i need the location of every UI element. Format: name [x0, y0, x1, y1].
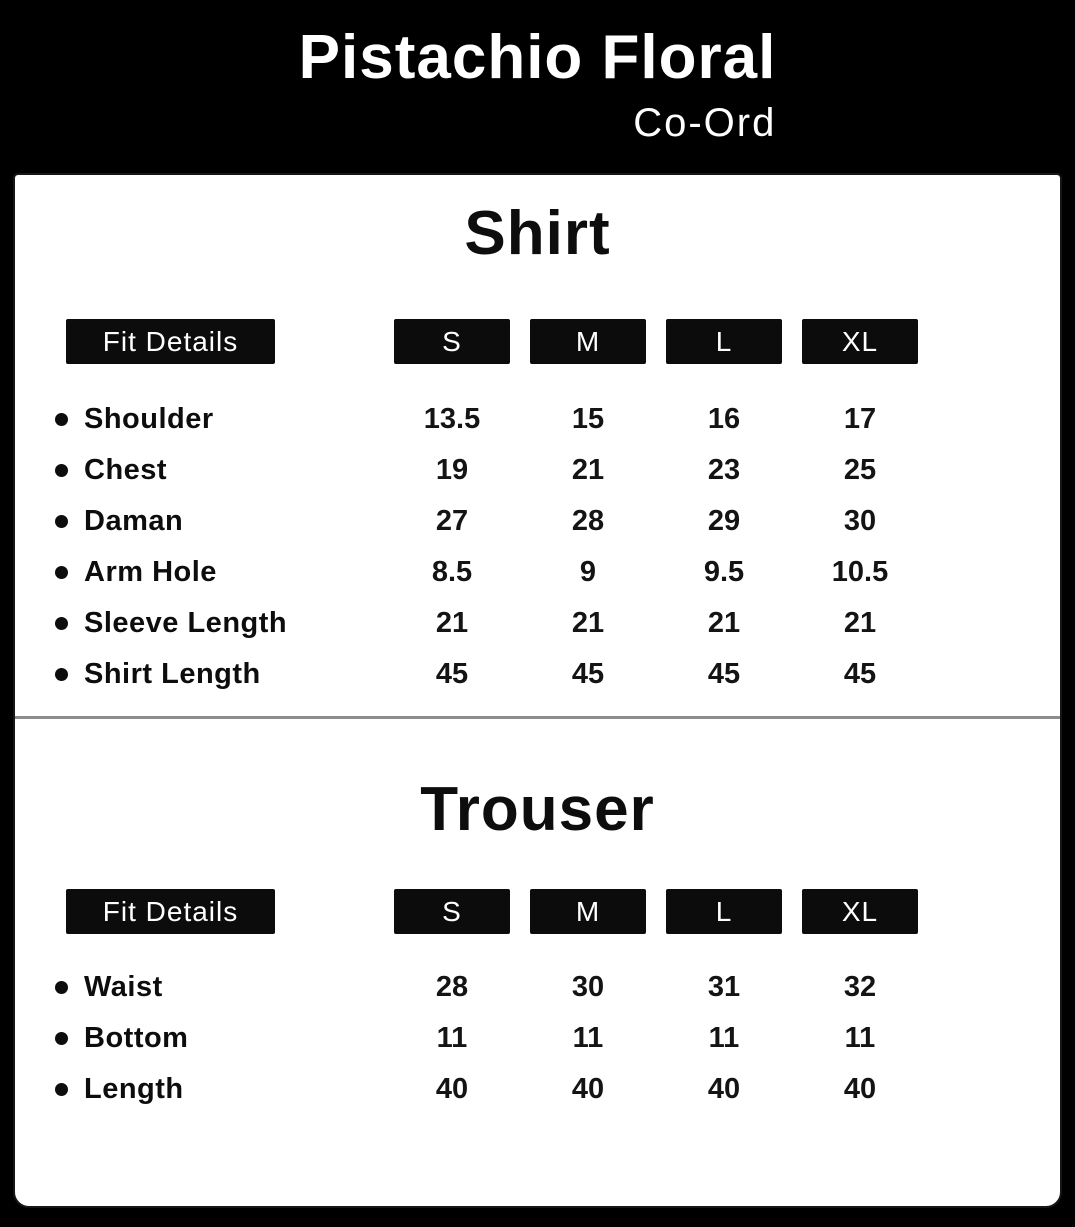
trouser-section-title: Trouser: [420, 775, 655, 844]
cell-value: 9: [579, 556, 597, 588]
size-badge-s: S: [394, 889, 510, 934]
bullet-icon: [55, 464, 68, 477]
row-label: Waist: [84, 971, 163, 1003]
row-label: Length: [84, 1073, 184, 1105]
bullet-icon: [55, 981, 68, 994]
cell-value: 32: [843, 971, 877, 1003]
trouser-rows: [15, 962, 1060, 1115]
cell-value: 29: [707, 505, 741, 537]
table-row: [40, 547, 1060, 598]
page-title: Pistachio Floral: [298, 23, 777, 92]
size-chart-card: [13, 173, 1062, 1208]
cell-value: 28: [571, 505, 605, 537]
table-row: [40, 1064, 1060, 1115]
size-col: [792, 319, 928, 364]
cell-value: 30: [843, 505, 877, 537]
cell-value: 40: [843, 1073, 877, 1105]
size-col: [792, 889, 928, 934]
cell-value: 21: [435, 607, 469, 639]
size-badge-xl: XL: [802, 889, 918, 934]
table-row: [40, 1013, 1060, 1064]
cell-value: 40: [571, 1073, 605, 1105]
size-col: [384, 889, 520, 934]
row-label: Chest: [84, 454, 168, 486]
size-col: [520, 319, 656, 364]
table-row: [40, 394, 1060, 445]
row-label: Bottom: [84, 1022, 189, 1054]
size-badge-l: L: [666, 889, 782, 934]
cell-value: 21: [707, 607, 741, 639]
cell-value: 15: [571, 403, 605, 435]
cell-value: 31: [707, 971, 741, 1003]
row-label: Shirt Length: [84, 658, 261, 690]
header-label-cell: [40, 319, 384, 364]
size-badge-m: M: [530, 319, 646, 364]
cell-value: 11: [436, 1022, 468, 1054]
table-row: [40, 445, 1060, 496]
cell-value: 45: [707, 658, 741, 690]
size-col: [520, 889, 656, 934]
table-row: [40, 649, 1060, 700]
table-row: [40, 962, 1060, 1013]
table-row: [40, 598, 1060, 649]
cell-value: 45: [435, 658, 469, 690]
fit-details-badge: Fit Details: [66, 319, 275, 364]
trouser-header-row: [40, 889, 1060, 934]
shirt-section: [15, 175, 1060, 716]
row-label: Shoulder: [84, 403, 214, 435]
header-label-cell: [40, 889, 384, 934]
cell-value: 25: [843, 454, 877, 486]
fit-details-badge: Fit Details: [66, 889, 275, 934]
header: [0, 0, 1075, 146]
size-col: [656, 889, 792, 934]
cell-value: 21: [571, 454, 605, 486]
trouser-section: [15, 719, 1060, 1206]
size-col: [384, 319, 520, 364]
bullet-icon: [55, 668, 68, 681]
cell-value: 30: [571, 971, 605, 1003]
cell-value: 23: [707, 454, 741, 486]
bullet-icon: [55, 617, 68, 630]
page-subtitle: Co-Ord: [633, 101, 777, 145]
row-label: Sleeve Length: [84, 607, 288, 639]
bullet-icon: [55, 1083, 68, 1096]
cell-value: 10.5: [831, 556, 889, 588]
cell-value: 45: [571, 658, 605, 690]
cell-value: 28: [435, 971, 469, 1003]
cell-value: 17: [843, 403, 877, 435]
size-badge-s: S: [394, 319, 510, 364]
cell-value: 11: [708, 1022, 740, 1054]
row-label: Arm Hole: [84, 556, 217, 588]
table-row: [40, 496, 1060, 547]
size-badge-l: L: [666, 319, 782, 364]
cell-value: 21: [571, 607, 605, 639]
cell-value: 13.5: [423, 403, 481, 435]
size-badge-xl: XL: [802, 319, 918, 364]
bullet-icon: [55, 515, 68, 528]
bullet-icon: [55, 566, 68, 579]
cell-value: 21: [843, 607, 877, 639]
cell-value: 40: [707, 1073, 741, 1105]
cell-value: 16: [707, 403, 741, 435]
shirt-rows: [15, 394, 1060, 700]
cell-value: 11: [572, 1022, 604, 1054]
cell-value: 19: [435, 454, 469, 486]
bullet-icon: [55, 413, 68, 426]
size-col: [656, 319, 792, 364]
size-badge-m: M: [530, 889, 646, 934]
cell-value: 11: [844, 1022, 876, 1054]
shirt-header-row: [40, 319, 1060, 364]
bullet-icon: [55, 1032, 68, 1045]
title-block: [299, 22, 777, 146]
shirt-section-title: Shirt: [464, 199, 611, 268]
cell-value: 40: [435, 1073, 469, 1105]
cell-value: 8.5: [431, 556, 473, 588]
cell-value: 9.5: [703, 556, 745, 588]
row-label: Daman: [84, 505, 184, 537]
cell-value: 45: [843, 658, 877, 690]
cell-value: 27: [435, 505, 469, 537]
